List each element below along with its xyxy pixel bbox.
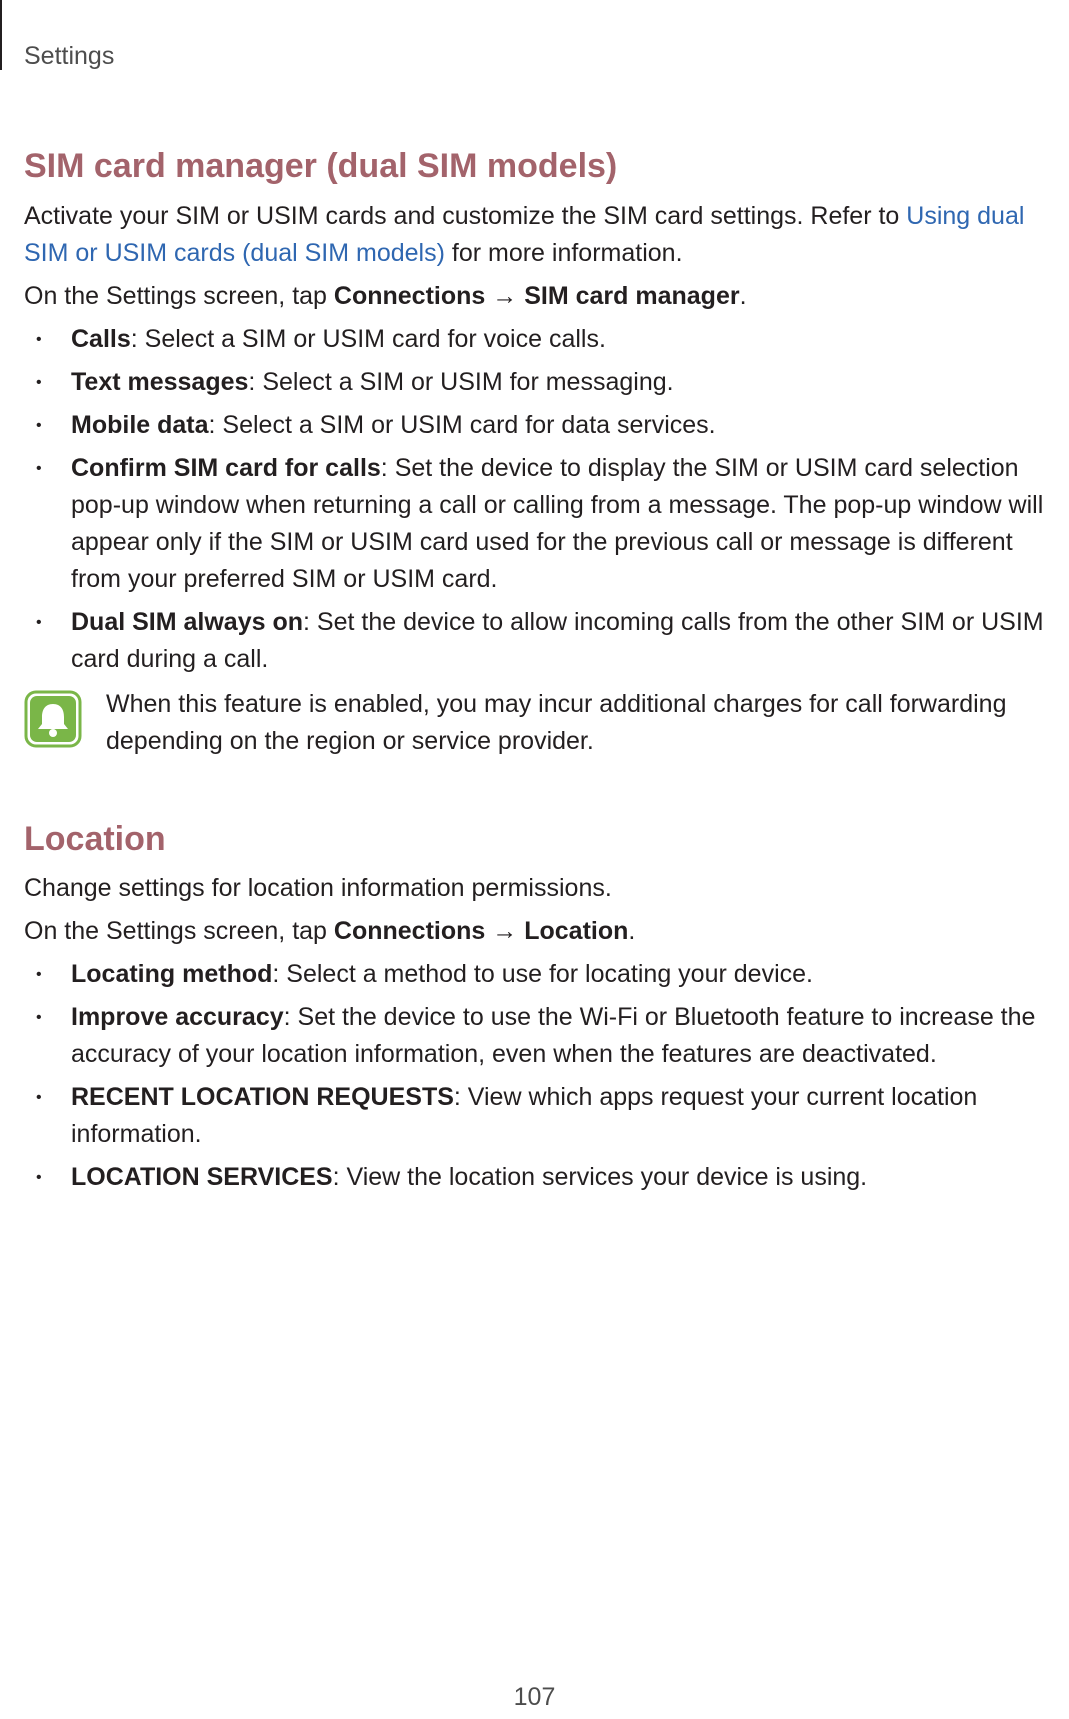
path-prefix: On the Settings screen, tap [24, 281, 334, 310]
sim-section-title: SIM card manager (dual SIM models) [24, 147, 618, 185]
path-location: Location [524, 917, 629, 945]
list-item-locating-method [24, 956, 1064, 993]
item-term: Confirm SIM card for calls [71, 453, 381, 482]
item-term: Text messages [71, 367, 249, 396]
dual-sim-link[interactable]: Using dual SIM or USIM cards (dual SIM models) [24, 201, 1025, 267]
running-head: Settings [24, 42, 115, 70]
item-term: Mobile data [71, 410, 209, 439]
list-item-dual-sim-always-on [24, 604, 1064, 678]
sim-section-path [24, 278, 1064, 315]
item-desc: : View which apps request your current location information. [71, 1083, 978, 1148]
path-arrow: → [485, 281, 525, 310]
sim-intro-text: Activate your SIM or USIM cards and customize the SIM card settings. Refer to [24, 201, 907, 230]
item-desc: : Select a method to use for locating your device. [272, 960, 813, 988]
list-item-calls [24, 321, 1064, 358]
location-options-list [24, 956, 1064, 1196]
path-arrow: → [485, 917, 525, 945]
location-section-intro: Change settings for location information permissions. [24, 874, 612, 902]
location-section-path [24, 913, 1064, 950]
page-content [24, 145, 1064, 1202]
list-item-text-messages [24, 364, 1064, 401]
note-text: When this feature is enabled, you may incur additional charges for call forwarding depending on the region or service provider. [106, 689, 1007, 755]
item-desc: : Select a SIM or USIM card for voice calls. [130, 324, 606, 353]
sim-intro-text-end: for more information. [444, 238, 683, 267]
sim-section-intro [24, 198, 1064, 272]
item-desc: : Select a SIM or USIM for messaging. [248, 367, 674, 396]
path-suffix: . [739, 281, 747, 310]
note-box [24, 686, 1064, 760]
item-term: Improve accuracy [71, 1003, 284, 1031]
path-prefix: On the Settings screen, tap [24, 917, 334, 945]
item-desc: : Select a SIM or USIM card for data services. [208, 410, 716, 439]
path-connections: Connections [333, 917, 486, 945]
sim-options-list [24, 321, 1064, 678]
list-item-improve-accuracy [24, 999, 1064, 1073]
path-connections: Connections [333, 281, 486, 310]
path-suffix: . [628, 917, 636, 945]
item-desc: : Set the device to allow incoming calls from the other SIM or USIM card during a call. [71, 607, 1044, 673]
path-sim-card-manager: SIM card manager [524, 281, 740, 310]
item-desc: : Set the device to use the Wi-Fi or Bluetooth feature to increase the accuracy of your location information, even when the features are deactivated. [71, 1003, 1036, 1068]
location-section-title: Location [24, 819, 166, 858]
item-term: RECENT LOCATION REQUESTS [71, 1083, 454, 1111]
item-term: Locating method [71, 960, 273, 988]
list-item-recent-location-requests [24, 1079, 1064, 1153]
item-desc: : Set the device to display the SIM or USIM card selection pop-up window when returning a call or calling from a message. The pop-up window will appear only if the SIM or USIM card used for the previous call or message is different from your preferred SIM or USIM card. [71, 453, 1044, 593]
item-term: Dual SIM always on [71, 607, 304, 636]
margin-rule [0, 0, 2, 70]
page-number: 107 [513, 1683, 556, 1711]
item-term: Calls [71, 324, 131, 353]
item-desc: : View the location services your device is using. [332, 1163, 868, 1191]
list-item-confirm-sim [24, 450, 1064, 598]
item-term: LOCATION SERVICES [71, 1163, 333, 1191]
list-item-location-services [24, 1159, 1064, 1196]
list-item-mobile-data [24, 407, 1064, 444]
bell-icon [24, 690, 82, 748]
